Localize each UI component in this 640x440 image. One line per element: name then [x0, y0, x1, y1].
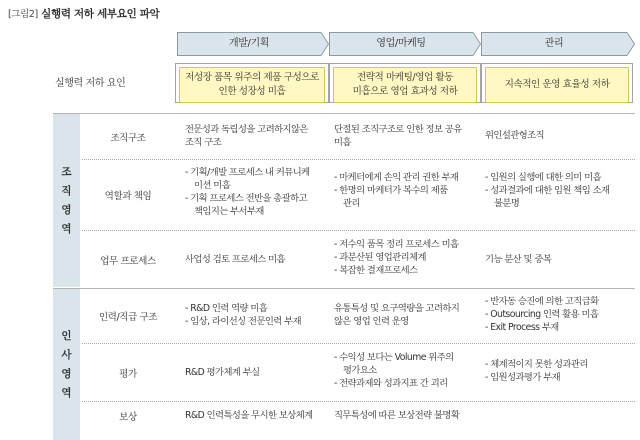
cell-line: 관리 — [343, 198, 360, 209]
summary-cell-mgmt — [485, 67, 629, 103]
cell-process-dev — [185, 253, 285, 266]
cell-roles-mgmt — [485, 171, 609, 210]
cell-org-structure-mgmt — [485, 129, 544, 142]
cell-line: - Outsourcing 인력 활용 미흡 — [485, 309, 599, 320]
summary-cell-dev — [179, 67, 325, 103]
cell-line: 미흡 — [334, 137, 351, 148]
cell-line: - 전략과제와 성과지표 간 괴리 — [334, 378, 448, 389]
summary-text-line: 지속적인 운영 효율성 저하 — [504, 79, 610, 90]
cell-line: 조직 구조 — [185, 137, 222, 148]
summary-row-label: 실행력 저하 요인 — [55, 78, 126, 89]
cell-line: 유통특성 및 요구역량을 고려하지 — [334, 303, 460, 314]
cell-line: - 복잡한 결재프로세스 — [334, 265, 418, 276]
cell-roles-sales — [334, 171, 458, 210]
cell-line: - 수익성 보다는 Volume 위주의 — [334, 352, 454, 363]
figure-title — [8, 8, 160, 21]
cell-evaluation-mgmt — [485, 358, 588, 384]
cell-line: - 마케터에게 손익 관리 권한 부재 — [334, 172, 459, 183]
column-header-label: 영업/마케팅 — [376, 38, 426, 49]
cell-org-structure-sales — [334, 123, 462, 149]
cell-evaluation-sales — [334, 351, 454, 390]
column-header-label: 개발/기획 — [228, 38, 269, 49]
group-label: 조직영역 — [61, 165, 72, 235]
cell-line: - 기획/개발 프로세스 내 커뮤니케 — [185, 167, 310, 178]
group-band-organization — [53, 114, 80, 287]
cell-process-mgmt — [485, 253, 551, 266]
cell-line: - 임상, 라이선싱 전문인력 부재 — [185, 316, 302, 327]
row-label-staffing: 인력/직급 구조 — [98, 312, 158, 323]
summary-text-line: 저성장 품목 위주의 제품 구성으로 — [185, 72, 319, 83]
cell-line: 책임지는 부서부재 — [194, 206, 264, 217]
cell-staffing-mgmt — [485, 295, 599, 334]
cell-line: R&D 인력특성을 무시한 보상체계 — [185, 410, 313, 421]
cell-evaluation-dev — [185, 366, 260, 379]
cell-line: - 과분산된 영업관리체계 — [334, 252, 426, 263]
summary-text-line: 미흡으로 영업 효과성 저하 — [352, 86, 458, 97]
cell-line: 전문성과 독립성을 고려하지않은 — [185, 124, 308, 135]
cell-staffing-dev — [185, 302, 301, 328]
column-header-label: 관리 — [544, 38, 564, 49]
cell-compensation-sales — [334, 409, 459, 422]
figure-number: [그림2] — [8, 9, 38, 20]
cell-line: 직무특성에 따른 보상전략 불명확 — [334, 410, 460, 421]
column-header-sales-marketing — [329, 32, 481, 56]
cell-line: - 한명의 마케터가 복수의 제품 — [334, 185, 448, 196]
cell-line: 위인설관형조직 — [485, 130, 545, 141]
cell-staffing-sales — [334, 302, 459, 328]
cell-line: 불분명 — [494, 198, 520, 209]
cell-line: R&D 평가체계 부실 — [185, 367, 260, 378]
cell-line: 이션 미흡 — [194, 180, 231, 191]
group-label: 인사영역 — [61, 329, 72, 399]
cell-line: - R&D 인력 역량 미흡 — [185, 303, 268, 314]
cell-roles-dev — [185, 166, 310, 218]
group-band-hr — [53, 289, 80, 440]
row-label-process: 업무 프로세스 — [100, 255, 156, 267]
cell-line: - 체계적이지 못한 성과관리 — [485, 359, 588, 370]
row-label-org-structure: 조직구조 — [110, 132, 146, 144]
cell-line: 않은 영업 인력 운영 — [334, 316, 409, 327]
cell-line: - 성과결과에 대한 임원 책임 소재 — [485, 185, 610, 196]
cell-line: 사업성 검토 프로세스 미흡 — [185, 254, 285, 265]
cell-line: - 임원성과평가 부재 — [485, 372, 561, 383]
row-label-compensation: 보상 — [119, 412, 137, 423]
cell-line: 평가요소 — [343, 365, 377, 376]
cell-line: - 저수익 품목 정리 프로세스 미흡 — [334, 239, 459, 250]
cell-compensation-dev — [185, 409, 313, 422]
cell-line: 단절된 조직구조로 인한 정보 공유 — [334, 124, 462, 135]
cell-line: - Exit Process 부재 — [485, 322, 559, 333]
row-label-evaluation: 평가 — [119, 368, 137, 380]
cell-line: - 임원의 실행에 대한 의미 미흡 — [485, 172, 602, 183]
cell-process-sales — [334, 238, 458, 277]
cell-org-structure-dev — [185, 123, 308, 149]
figure-title-text: 실행력 저하 세부요인 파악 — [41, 8, 160, 20]
column-header-dev-planning — [177, 32, 329, 56]
cell-line: - 반자동 승진에 의한 고직급화 — [485, 296, 599, 307]
cell-line: - 기획 프로세스 전반을 총괄하고 — [185, 193, 308, 204]
summary-text-line: 인한 성장성 미흡 — [218, 86, 286, 97]
row-label-roles: 역할과 책임 — [104, 191, 152, 202]
column-header-management — [481, 32, 635, 56]
cell-line: 기능 분산 및 중복 — [485, 254, 552, 265]
summary-cell-sales — [333, 67, 477, 103]
summary-text-line: 전략적 마케팅/영업 활동 — [356, 72, 454, 83]
